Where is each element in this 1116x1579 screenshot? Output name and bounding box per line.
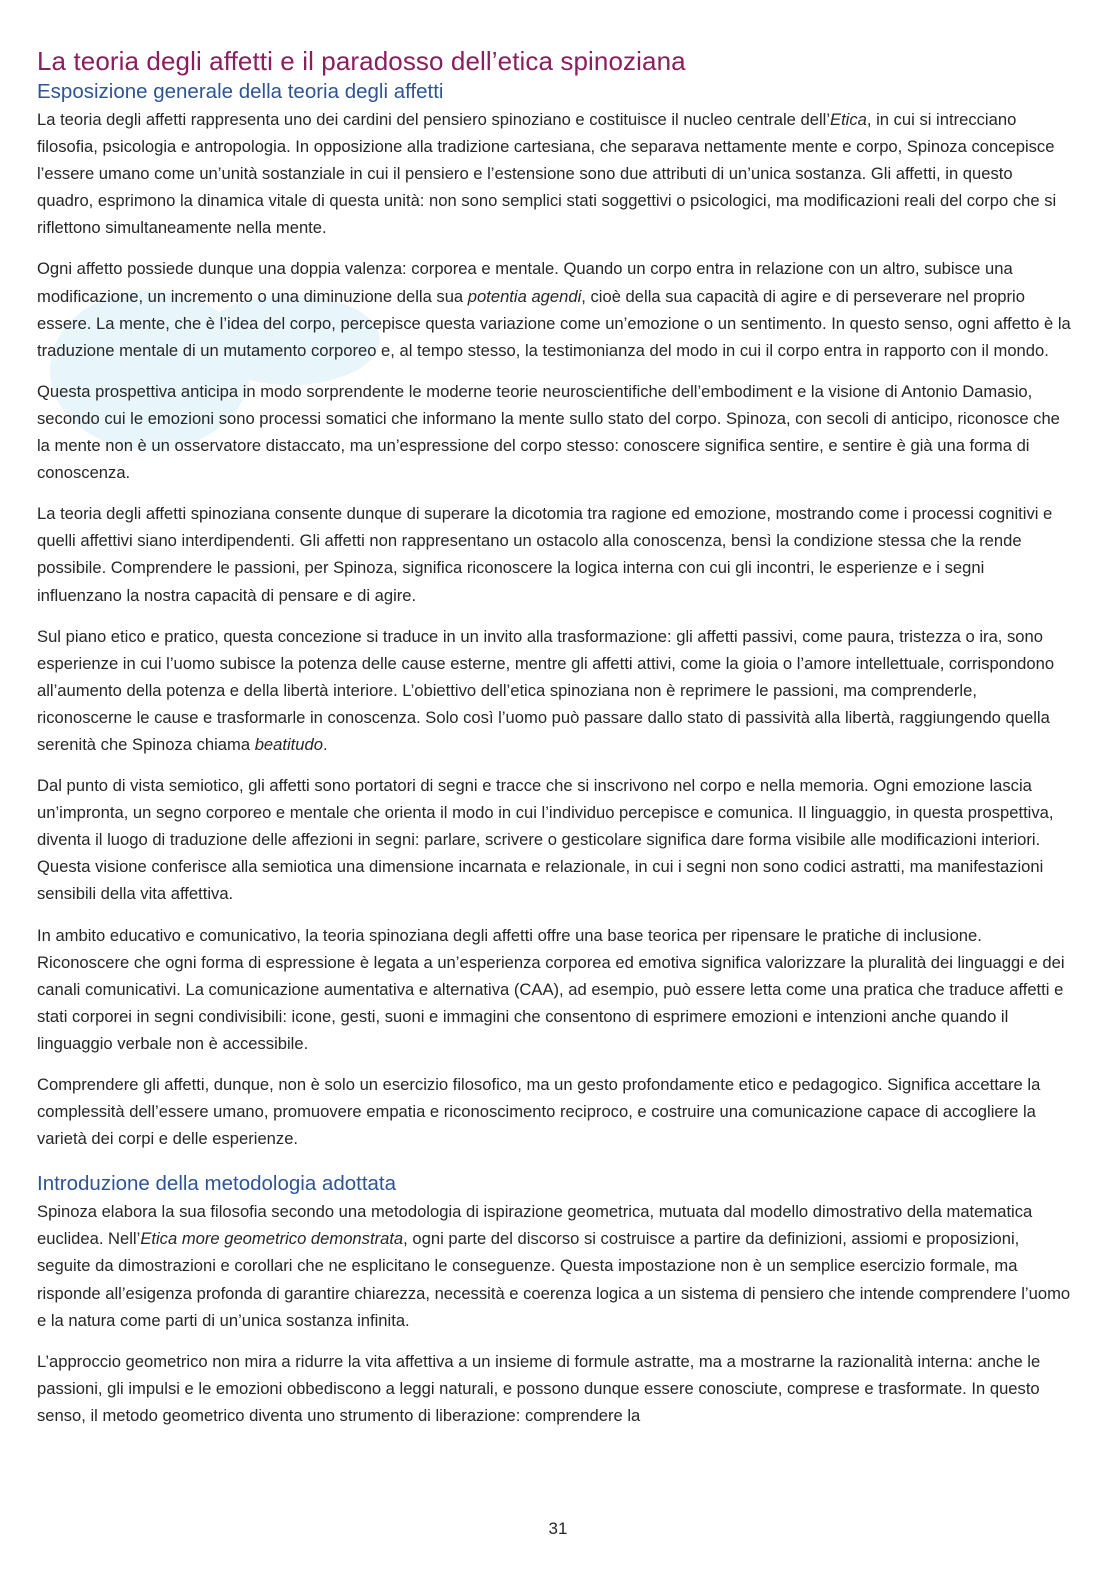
italic-term: Etica [830,110,867,129]
section-heading: Esposizione generale della teoria degli affetti [37,80,444,103]
document-page [37,44,1073,1429]
paragraph: Ogni affetto possiede dunque una doppia valenza: corporea e mentale. Quando un corpo entra in relazione con un altro, subisce una modificazione, un incremento o una diminuzione della sua potentia agendi, cioè della sua capacità di agire e di perseverare nel proprio essere. La mente, che è l’idea del corpo, percepisce questa variazione come un’emozione o un sentimento. In questo senso, ogni affetto è la traduzione mentale di un mutamento corporeo e, al tempo stesso, la testimonianza del modo in cui il corpo entra in rapporto con il mondo. [37,259,1071,360]
paragraph: Comprendere gli affetti, dunque, non è solo un esercizio filosofico, ma un gesto profondamente etico e pedagogico. Significa accettare la complessità dell’essere umano, promuovere empatia e riconoscimento reciproco, e costruire una comunicazione capace di accogliere la varietà dei corpi e delle esperienze. [37,1075,1041,1149]
paragraph: Dal punto di vista semiotico, gli affetti sono portatori di segni e tracce che si inscrivono nel corpo e nella memoria. Ogni emozione lascia un’impronta, un segno corporeo e mentale che orienta il modo in cui l’individuo percepisce e comunica. Il linguaggio, in questa prospettiva, diventa il luogo di traduzione delle affezioni in segni: parlare, scrivere o gesticolare significa dare forma visibile alle modificazioni interiori. Questa visione conferisce alla semiotica una dimensione incarnata e relazionale, in cui i segni non sono codici astratti, ma manifestazioni sensibili della vita affettiva. [37,776,1054,904]
paragraph: L’approccio geometrico non mira a ridurre la vita affettiva a un insieme di formule astratte, ma a mostrarne la razionalità interna: anche le passioni, gli impulsi e le emozioni obbediscono a leggi naturali, e possono dunque essere conosciute, comprese e trasformate. In questo senso, il metodo geometrico diventa uno strumento di liberazione: comprendere la [37,1351,1041,1425]
paragraph: Spinoza elabora la sua filosofia secondo una metodologia di ispirazione geometrica, mutuata dal modello dimostrativo della matematica euclidea. Nell’Etica more geometrico demonstrata, ogni parte del discorso si costruisce a partire da definizioni, assiomi e proposizioni, seguite da dimostrazioni e corollari che ne esplicitano le conseguenze. Questa impostazione non è un semplice esercizio formale, ma risponde all’esigenza profonda di garantire chiarezza, necessità e coerenza logica a un sistema di pensiero che intende comprendere l’uomo e la natura come parti di un’unica sostanza infinita. [37,1202,1071,1330]
page-title: La teoria degli affetti e il paradosso dell’etica spinoziana [37,46,686,76]
page-number: 31 [548,1519,568,1538]
italic-term: potentia agendi [467,286,582,306]
paragraph: La teoria degli affetti spinoziana consente dunque di superare la dicotomia tra ragione ed emozione, mostrando come i processi cognitivi e quelli affettivi siano interdipendenti. Gli affetti non rappresentano un ostacolo alla conoscenza, bensì la condizione stessa che la rende possibile. Comprendere le passioni, per Spinoza, significa riconoscere la logica interna con cui gli incontri, le esperienze e i segni influenzano la nostra capacità di pensare e di agire. [37,504,1053,605]
paragraph: Sul piano etico e pratico, questa concezione si traduce in un invito alla trasformazione: gli affetti passivi, come paura, tristezza o ira, sono esperienze in cui l’uomo subisce la potenza delle cause esterne, mentre gli affetti attivi, come la gioia o l’amore intellettuale, corrispondono all’aumento della potenza e della libertà interiore. L’obiettivo dell’etica spinoziana non è reprimere le passioni, ma comprenderle, riconoscerne le cause e trasformarle in conoscenza. Solo così l’uomo può passare dallo stato di passività alla libertà, raggiungendo quella serenità che Spinoza chiama beatitudo. [37,626,1055,754]
italic-term: beatitudo [254,734,323,754]
paragraph: La teoria degli affetti rappresenta uno dei cardini del pensiero spinoziano e costituisce il nucleo centrale dell’Etica, in cui si intrecciano filosofia, psicologia e antropologia. In opposizione alla tradizione cartesiana, che separava nettamente mente e corpo, Spinoza concepisce l’essere umano come un’unità sostanziale in cui il pensiero e l’estensione sono due attributi di un’unica sostanza. Gli affetti, in questo quadro, esprimono la dinamica vitale di questa unità: non sono semplici stati soggettivi o psicologici, ma modificazioni reali del corpo che si riflettono simultaneamente nella mente. [37,110,1057,238]
section-heading: Introduzione della metodologia adottata [37,1172,397,1196]
italic-term: Etica more geometrico demonstrata [140,1229,404,1249]
paragraph: Questa prospettiva anticipa in modo sorprendente le moderne teorie neuroscientifiche dell’embodiment e la visione di Antonio Damasio, secondo cui le emozioni sono processi somatici che informano la mente sullo stato del corpo. Spinoza, con secoli di anticipo, riconosce che la mente non è un osservatore distaccato, ma un’espressione del corpo stesso: conoscere significa sentire, e sentire è già una forma di conoscenza. [37,381,1060,483]
document-body [37,78,1073,1429]
paragraph: In ambito educativo e comunicativo, la teoria spinoziana degli affetti offre una base teorica per ripensare le pratiche di inclusione. Riconoscere che ogni forma di espressione è legata a un’esperienza corporea ed emotiva significa valorizzare la pluralità dei linguaggi e dei canali comunicativi. La comunicazione aumentativa e alternativa (CAA), ad esempio, può essere letta come una pratica che traduce affetti e stati corporei in segni condivisibili: icone, gesti, suoni e immagini che consentono di esprimere emozioni e intenzioni anche quando il linguaggio verbale non è accessibile. [37,925,1065,1053]
